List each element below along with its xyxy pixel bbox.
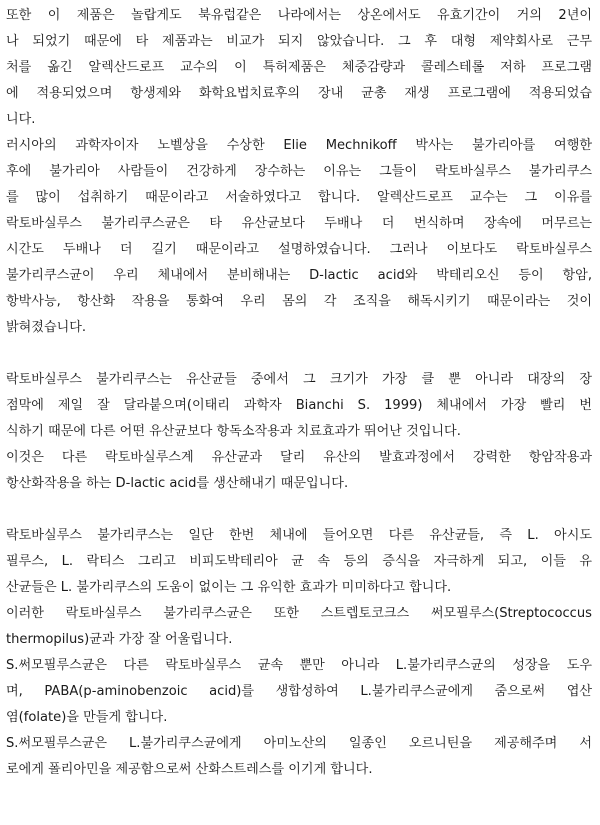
- text-line: 식하기 때문에 다른 어떤 유산균보다 항독소작용과 치료효과가 뛰어난 것입니다.: [6, 424, 461, 439]
- text-line: 니다.: [6, 112, 36, 127]
- text-line: 이것은 다른 락토바실루스계 유산균과 달리 유산의 발효과정에서 강력한 항암작용과: [6, 450, 592, 465]
- text-line: 로에게 폴리아민을 제공함으로써 산화스트레스를 이기게 합니다.: [6, 762, 373, 777]
- text-line: 항박사능, 항산화 작용을 통화여 우리 몸의 각 조직을 해독시키기 때문이라는 것이: [6, 294, 592, 309]
- text-line: 락토바실루스 불가리쿠스는 유산균들 중에서 그 크기가 가장 클 뿐 아니라 대장의 장: [6, 372, 592, 387]
- text-line: 를 많이 섭취하기 때문이라고 서술하였다고 합니다. 알렉산드로프 교수는 그 이유를: [6, 190, 592, 205]
- paragraph-1: [6, 3, 592, 133]
- text-line: 시간도 두배나 더 길기 때문이라고 설명하였습니다. 그러나 이보다도 락토바실루스: [6, 242, 592, 257]
- text-line: thermopilus)균과 가장 잘 어울립니다.: [6, 632, 233, 647]
- text-line: 에 적용되었으며 항생제와 화학요법치료후의 장내 균총 재생 프로그램에 적용되었습: [6, 86, 592, 101]
- paragraph-spacer: [6, 341, 592, 367]
- text-line: 염(folate)을 만들게 합니다.: [6, 710, 168, 725]
- paragraph-3: [6, 367, 592, 497]
- text-line: S.써모필루스균은 L.불가리쿠스균에게 아미노산의 일종인 오르니틴을 제공해주며 서: [6, 736, 592, 751]
- text-line: S.써모필루스균은 다른 락토바실루스 균속 뿐만 아니라 L.불가리쿠스균의 성장을 도우: [6, 658, 592, 673]
- text-line: 이러한 락토바실루스 불가리쿠스균은 또한 스트렙토코크스 써모필루스(Streptococcus: [6, 606, 592, 621]
- text-line: 처를 옮긴 알렉산드로프 교수의 이 특허제품은 체중감량과 콜레스테롤 저하 프로그램: [6, 60, 592, 75]
- text-line: 필루스, L. 락티스 그리고 비피도박테리아 균 속 등의 증식을 자극하게 되고, 이들 유: [6, 554, 592, 569]
- text-line: 밝혀졌습니다.: [6, 320, 87, 335]
- text-line: 나 되었기 때문에 타 제품과는 비교가 되지 않았습니다. 그 후 대형 제약회사로 근무: [6, 34, 592, 49]
- text-line: 며, PABA(p-aminobenzoic acid)를 생합성하여 L.불가리쿠스균에게 줌으로써 엽산: [6, 684, 592, 699]
- text-line: 러시아의 과학자이자 노벨상을 수상한 Elie Mechnikoff 박사는 불가리아를 여행한: [6, 138, 592, 153]
- text-line: 점막에 제일 잘 달라붙으며(이태리 과학자 Bianchi S. 1999) 체내에서 가장 빨리 번: [6, 398, 592, 413]
- text-line: 후에 불가리아 사람들이 건강하게 장수하는 이유는 그들이 락토바실루스 불가리쿠스: [6, 164, 592, 179]
- paragraph-4: [6, 523, 592, 783]
- paragraph-spacer: [6, 497, 592, 523]
- text-line: 락토바실루스 불가리쿠스균은 타 유산균보다 두배나 더 번식하며 장속에 머무르는: [6, 216, 592, 231]
- paragraph-2: [6, 133, 592, 341]
- text-line: 항산화작용을 하는 D-lactic acid를 생산해내기 때문입니다.: [6, 476, 349, 491]
- text-line: 락토바실루스 불가리쿠스는 일단 한번 체내에 들어오면 다른 유산균들, 즉 L. 아시도: [6, 528, 592, 543]
- text-line: 또한 이 제품은 놀랍게도 북유럽같은 나라에서는 상온에서도 유효기간이 거의 2년이: [6, 8, 592, 23]
- text-line: 산균들은 L. 불가리쿠스의 도움이 없이는 그 유익한 효과가 미미하다고 합니다.: [6, 580, 452, 595]
- text-line: 불가리쿠스균이 우리 체내에서 분비해내는 D-lactic acid와 박테리오신 등이 항암,: [6, 268, 592, 283]
